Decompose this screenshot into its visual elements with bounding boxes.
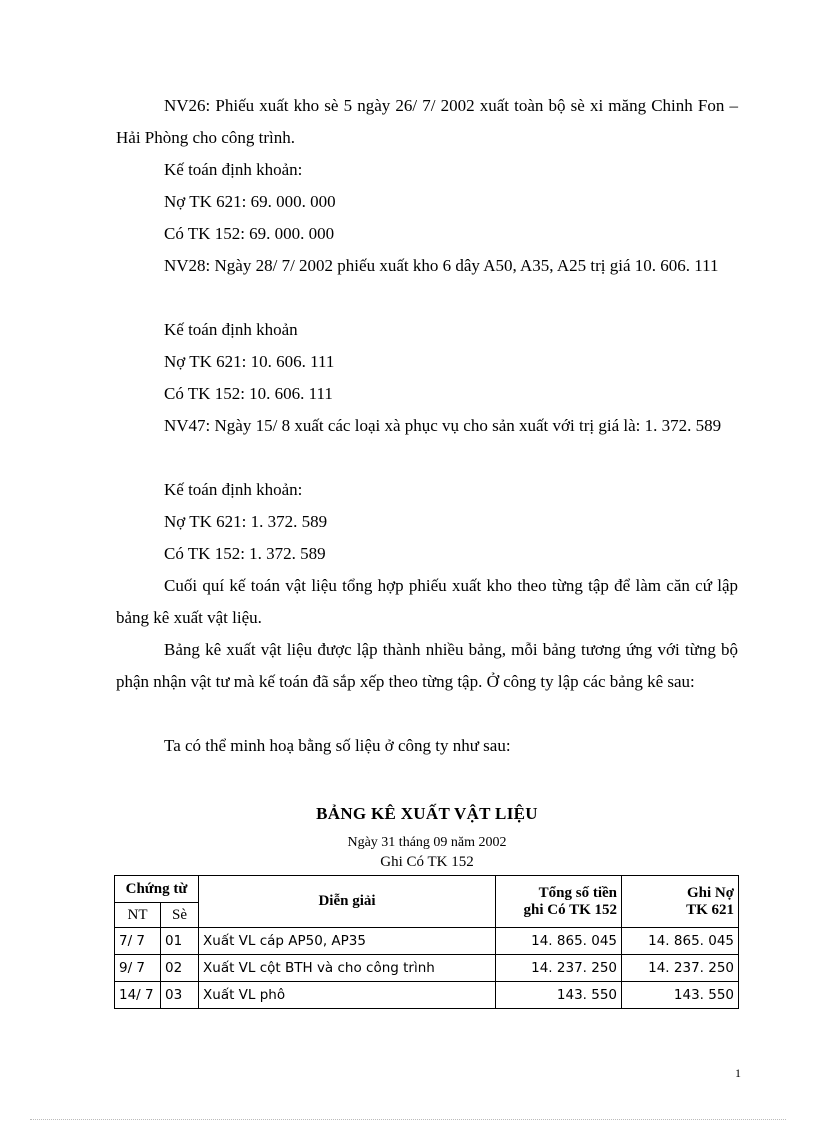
credit-line-nv26: Có TK 152: 69. 000. 000 — [164, 224, 335, 243]
table-row — [115, 928, 739, 955]
cell-so: 02 — [161, 955, 199, 982]
credit-line-nv47: Có TK 152: 1. 372. 589 — [164, 544, 326, 563]
cell-tong: 14. 865. 045 — [496, 928, 622, 955]
header-ghi-no-line2: TK 621 — [686, 901, 735, 918]
cell-ghi-no: 143. 550 — [622, 982, 739, 1009]
paragraph-summary-3: Ta có thể minh hoạ bằng số liệu ở công ty như sau: — [164, 736, 511, 755]
cell-dien-giai: Xuất VL cáp AP50, AP35 — [199, 928, 496, 955]
page-bottom-divider — [30, 1119, 786, 1120]
entry-title-nv26: Kế toán định khoản: — [164, 160, 303, 179]
table-credit-note: Ghi Có TK 152 — [380, 854, 474, 870]
table-row — [115, 955, 739, 982]
material-issue-table — [114, 875, 739, 1009]
header-dien-giai: Diễn giải — [199, 876, 496, 928]
cell-dien-giai: Xuất VL cột BTH và cho công trình — [199, 955, 496, 982]
cell-ghi-no: 14. 237. 250 — [622, 955, 739, 982]
header-tong-so-tien-line2: ghi Có TK 152 — [523, 901, 618, 918]
page-number: 1 — [735, 1066, 741, 1080]
entry-title-nv28: Kế toán định khoản — [164, 320, 298, 339]
cell-ghi-no: 14. 865. 045 — [622, 928, 739, 955]
table-row — [115, 982, 739, 1009]
cell-dien-giai: Xuất VL phô — [199, 982, 496, 1009]
paragraph-nv28: NV28: Ngày 28/ 7/ 2002 phiếu xuất kho 6 dây A50, A35, A25 trị giá 10. 606. 111 — [164, 256, 719, 275]
cell-nt: 9/ 7 — [115, 955, 161, 982]
header-nt: NT — [115, 903, 161, 928]
paragraph-summary-2: Bảng kê xuất vật liệu được lập thành nhiều bảng, mỗi bảng tương ứng với từng bộ phận nhận vật tư mà kế toán đã sắp xếp theo từng tập. Ở công ty lập các bảng kê sau: — [116, 640, 738, 691]
cell-so: 01 — [161, 928, 199, 955]
header-tong-so-tien — [496, 876, 622, 928]
paragraph-nv47: NV47: Ngày 15/ 8 xuất các loại xà phục vụ cho sản xuất với trị giá là: 1. 372. 589 — [164, 416, 722, 435]
debit-line-nv28: Nợ TK 621: 10. 606. 111 — [164, 352, 335, 371]
paragraph-summary-1: Cuối quí kế toán vật liệu tổng hợp phiếu xuất kho theo từng tập để làm căn cứ lập bảng kê xuất vật liệu. — [116, 576, 738, 627]
debit-line-nv26: Nợ TK 621: 69. 000. 000 — [164, 192, 336, 211]
header-tong-so-tien-line1: Tổng số tiền — [538, 884, 618, 901]
header-ghi-no-line1: Ghi Nợ — [686, 884, 735, 901]
cell-nt: 7/ 7 — [115, 928, 161, 955]
cell-tong: 14. 237. 250 — [496, 955, 622, 982]
header-chung-tu: Chứng từ — [115, 876, 199, 903]
credit-line-nv28: Có TK 152: 10. 606. 111 — [164, 384, 333, 403]
header-so: Sè — [161, 903, 199, 928]
cell-so: 03 — [161, 982, 199, 1009]
debit-line-nv47: Nợ TK 621: 1. 372. 589 — [164, 512, 328, 531]
cell-nt: 14/ 7 — [115, 982, 161, 1009]
header-ghi-no — [622, 876, 739, 928]
table-title: BẢNG KÊ XUẤT VẬT LIỆU — [316, 804, 538, 823]
paragraph-nv26: NV26: Phiếu xuất kho sè 5 ngày 26/ 7/ 2002 xuất toàn bộ sè xi măng Chinh Fon – Hải Phòng cho công trình. — [116, 96, 738, 147]
table-date: Ngày 31 tháng 09 năm 2002 — [347, 835, 507, 850]
cell-tong: 143. 550 — [496, 982, 622, 1009]
entry-title-nv47: Kế toán định khoản: — [164, 480, 303, 499]
